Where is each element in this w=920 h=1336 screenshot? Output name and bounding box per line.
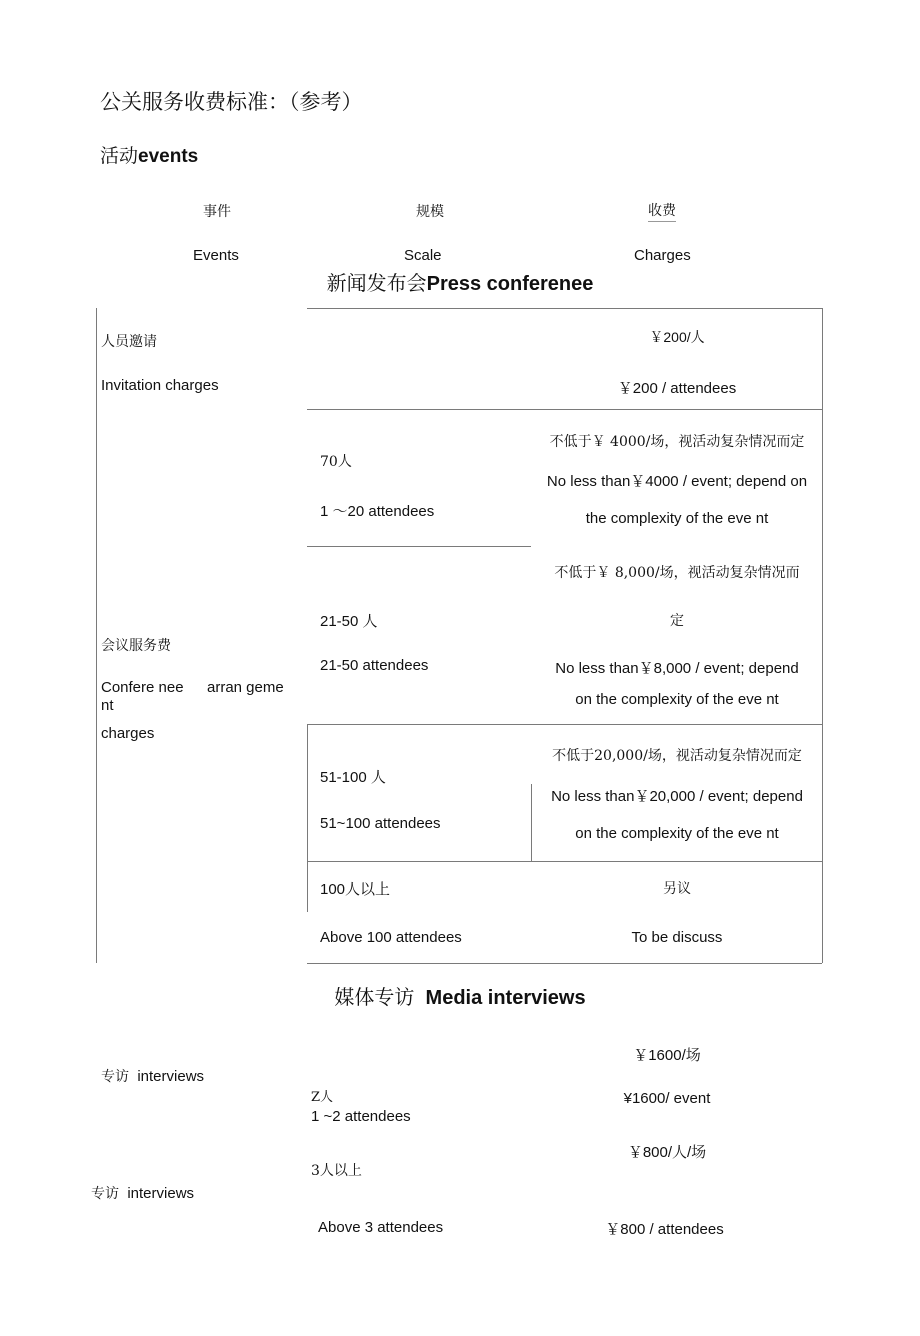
row1-scale-en: 1 ～20 attendees (320, 503, 435, 520)
header-scale-cn: 规模 (416, 204, 444, 220)
media2-label (91, 1183, 194, 1203)
conference-label-en-1: Confere nee (101, 679, 184, 696)
row1-charge-cn: 不低于￥ 4000/场，视活动复杂情况而定 (549, 434, 805, 450)
media2-label-cn: 专访 (91, 1186, 119, 1202)
row3-charge-en-1: No less than￥20,000 / event; depend (551, 788, 803, 805)
row-divider-1 (307, 409, 822, 410)
invitation-label-cn: 人员邀请 (101, 334, 157, 350)
row-divider-4 (307, 861, 822, 862)
header-scale-en: Scale (404, 247, 442, 264)
media-section-title (0, 981, 920, 1010)
media2-scale-en: Above 3 attendees (318, 1219, 444, 1236)
table-bottom-border (307, 963, 822, 964)
invitation-label-en: Invitation charges (101, 377, 219, 394)
media2-scale-cn: 3人以上 (311, 1163, 362, 1179)
subtitle-en: events (138, 146, 199, 167)
media1-charge-en: ¥1600/ event (623, 1090, 711, 1107)
row-divider-2 (307, 546, 531, 547)
table-top-border (307, 308, 822, 309)
conference-label-en-2: arran geme (207, 679, 284, 696)
media-title-cn: 媒体专访 (334, 985, 415, 1009)
press-section-title (0, 267, 920, 296)
media2-charge-en: ￥800 / attendees (605, 1221, 724, 1238)
row3-charge-cn: 不低于20,000/场，视活动复杂情况而定 (552, 748, 802, 764)
header-charges-cn: 收费 (648, 200, 676, 222)
conference-label-en-4: charges (101, 725, 155, 742)
media2-label-en: interviews (127, 1185, 195, 1202)
row3-scale-en: 51~100 attendees (320, 815, 441, 832)
conference-label-en-3: nt (101, 697, 114, 714)
row3-scale-cn: 51-100 人 (320, 769, 386, 786)
table-right-border (822, 308, 823, 963)
invitation-charge-en: ￥200 / attendees (617, 380, 737, 397)
row2-charge-cn-2: 定 (670, 613, 684, 629)
table-left-border (96, 308, 97, 963)
conference-label-cn: 会议服务费 (101, 638, 171, 654)
press-title-en: Press conferenee (426, 273, 594, 295)
row1-charge-en-1: No less than￥4000 / event; depend on (546, 473, 808, 490)
media1-label-en: interviews (137, 1068, 205, 1085)
media1-label (101, 1066, 204, 1086)
header-event-en: Events (193, 247, 239, 264)
header-event-cn: 事件 (203, 204, 231, 220)
media2-charge-cn: ￥800/人/场 (627, 1144, 707, 1161)
row4-scale-cn: 100人以上 (320, 881, 391, 898)
row-divider-3 (307, 724, 822, 725)
row2-charge-en-1: No less than￥8,000 / event; depend (555, 660, 799, 677)
row4-charge-cn: 另议 (663, 881, 691, 897)
row4-charge-en: To be discuss (631, 929, 723, 946)
row2-charge-en-2: on the complexity of the eve nt (575, 691, 779, 708)
media1-label-cn: 专访 (101, 1069, 129, 1085)
media1-scale-cn: Z人 (311, 1090, 334, 1105)
row2-charge-cn-1: 不低于￥ 8,000/场，视活动复杂情况而 (554, 565, 800, 581)
row2-scale-en: 21-50 attendees (320, 657, 429, 674)
row1-scale-cn: 70人 (320, 454, 352, 470)
page-title: 公关服务收费标准：（参考） (100, 90, 363, 114)
row3-charge-en-2: on the complexity of the eve nt (575, 825, 779, 842)
invitation-charge-cn: ￥200/人 (649, 329, 705, 345)
scale-col-border-b (307, 724, 308, 912)
media1-charge-cn: ￥1600/场 (633, 1047, 701, 1064)
row2-scale-cn: 21-50 人 (320, 613, 378, 630)
row1-charge-en-2: the complexity of the eve nt (585, 510, 769, 527)
press-title-cn: 新闻发布会 (326, 271, 427, 295)
section-subtitle (100, 141, 198, 168)
header-charges-en: Charges (634, 247, 691, 264)
subtitle-cn: 活动 (100, 145, 139, 167)
row4-scale-en: Above 100 attendees (320, 929, 462, 946)
media-title-en: Media interviews (425, 987, 586, 1009)
media1-scale-en: 1 ~2 attendees (311, 1108, 411, 1125)
